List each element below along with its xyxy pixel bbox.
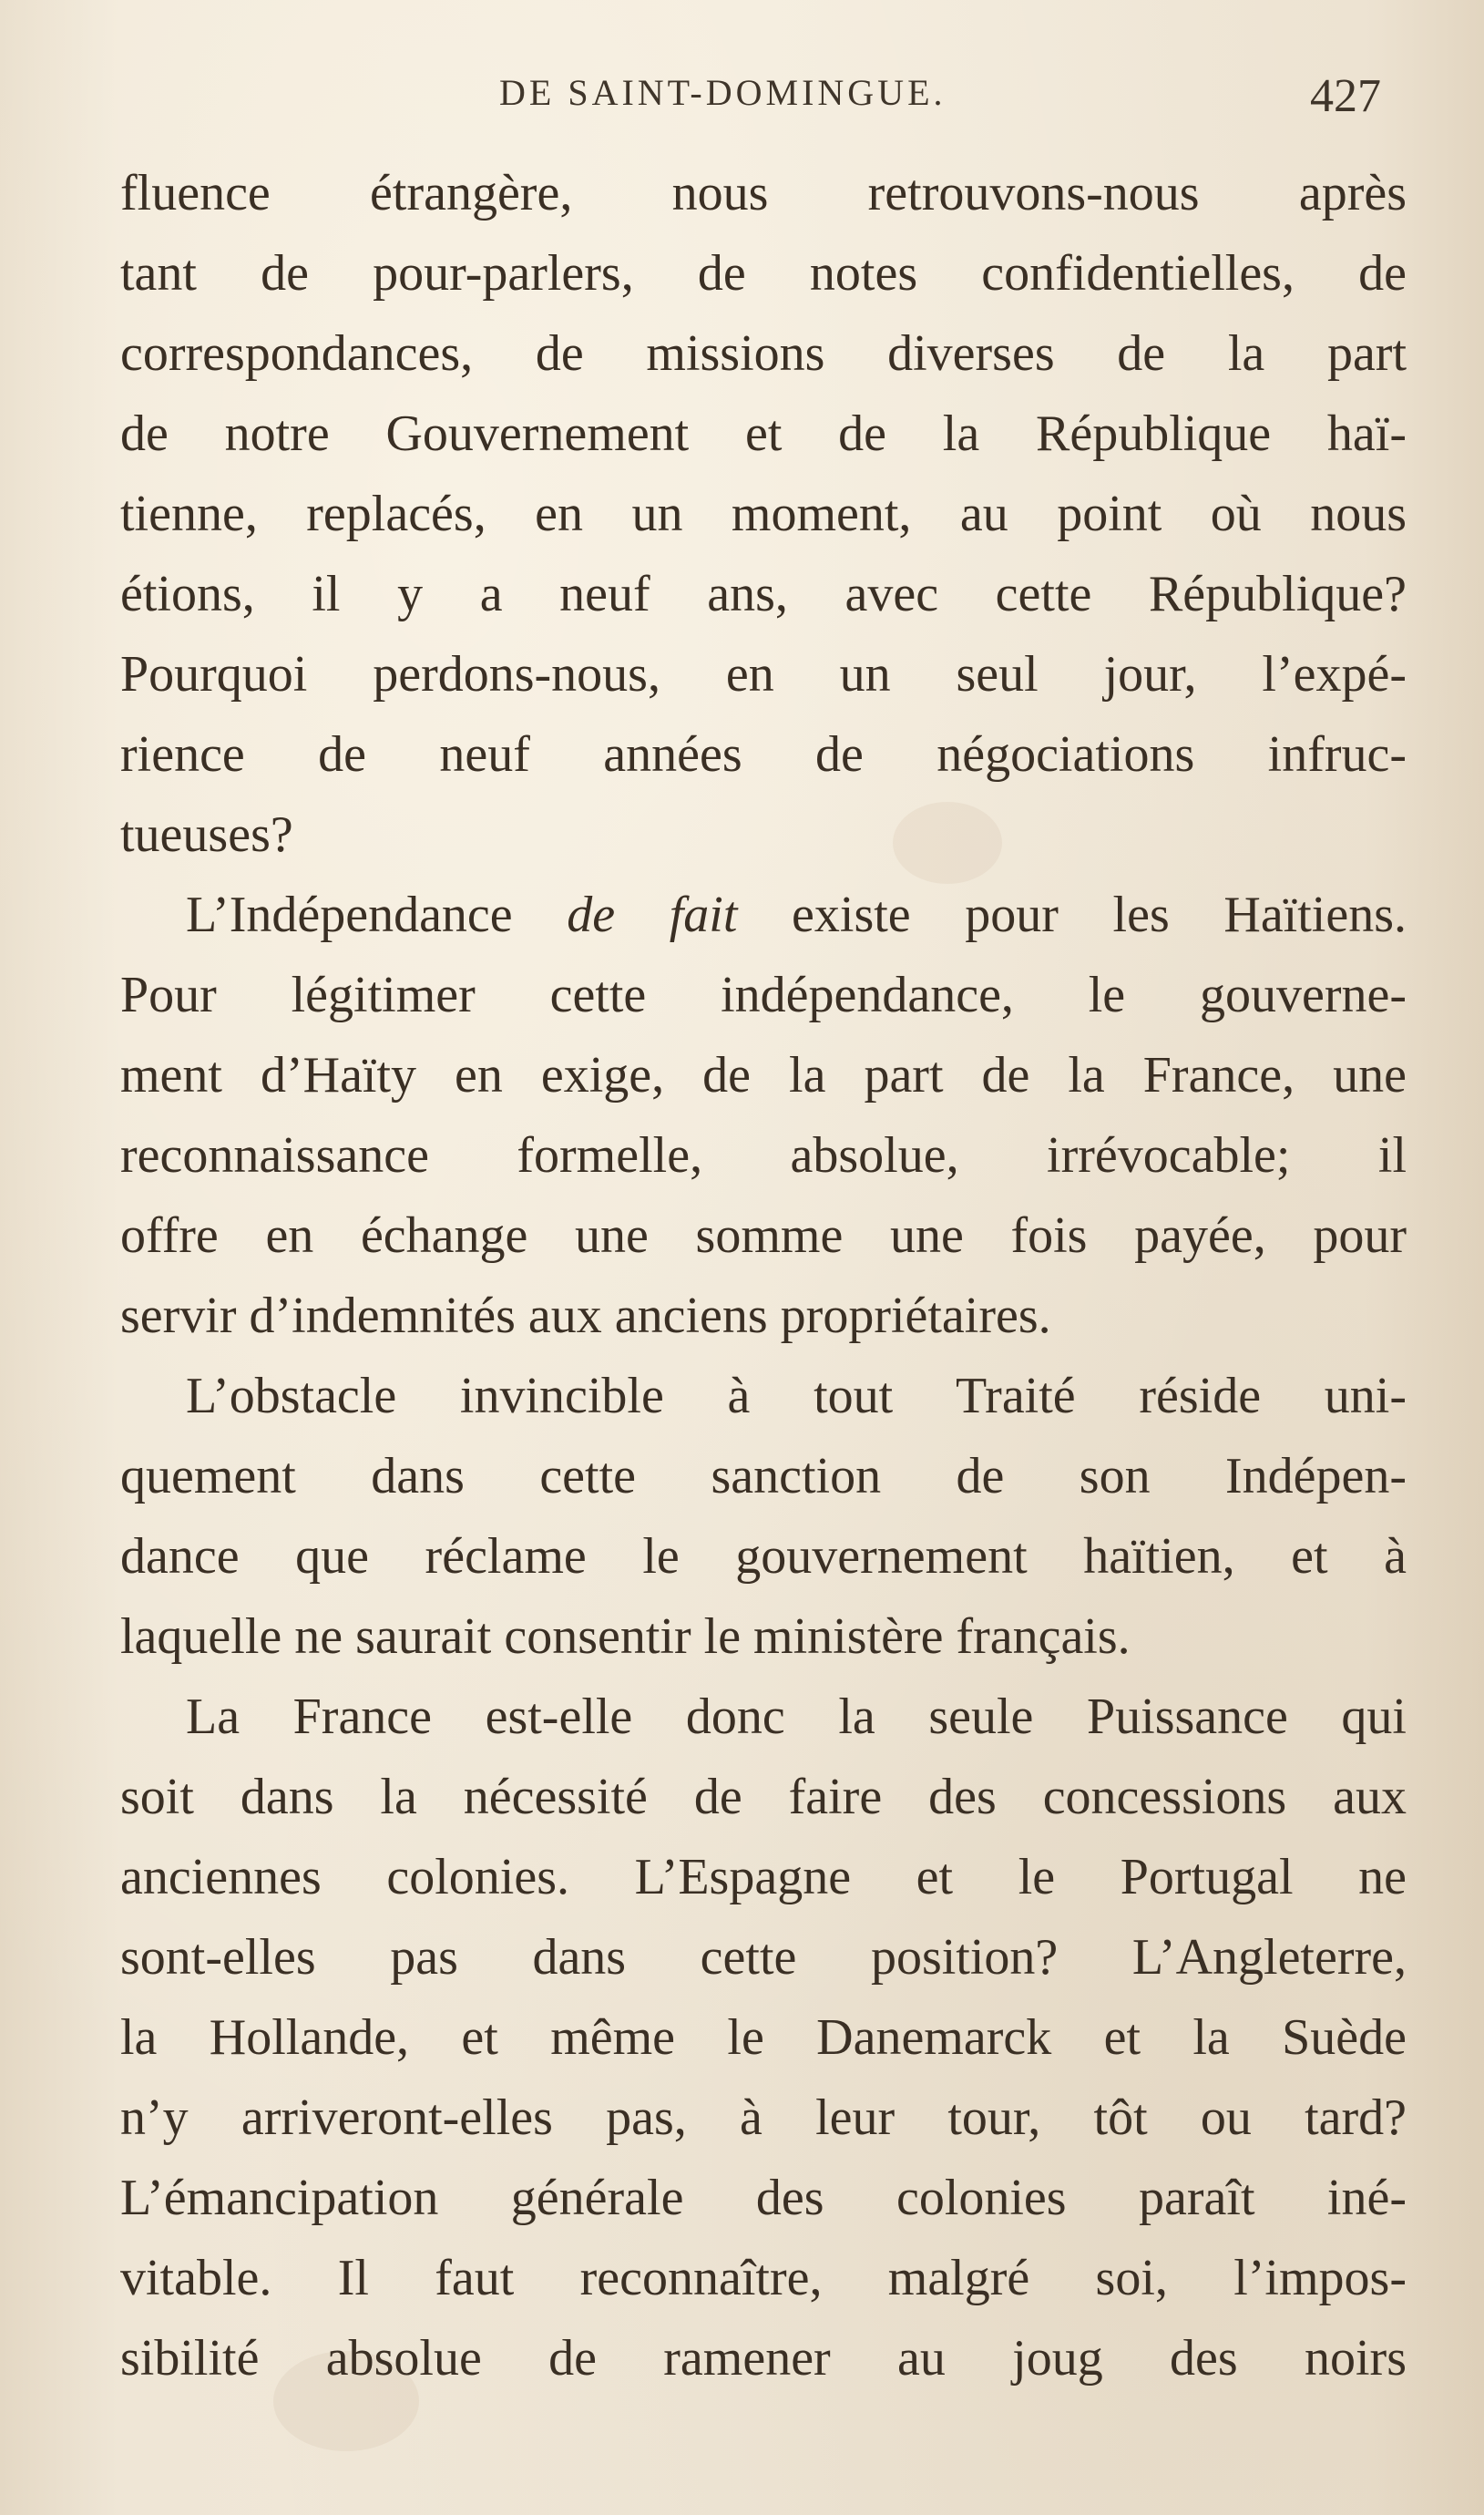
text-line: rience de neuf années de négociations infruc-: [120, 726, 1407, 783]
text-line: quement dans cette sanction de son Indépen-: [120, 1448, 1407, 1504]
text-line: fluence étrangère, nous retrouvons-nous après: [120, 165, 1407, 221]
text-line: la Hollande, et même le Danemarck et la Suède: [120, 2009, 1407, 2066]
text-line: laquelle ne saurait consentir le ministère français.: [120, 1608, 1131, 1665]
text-span: L’Indépendance: [186, 887, 568, 943]
text-line: dance que réclame le gouvernement haïtien, et à: [120, 1528, 1407, 1585]
text-line: Pourquoi perdons-nous, en un seul jour, l’expé-: [120, 646, 1407, 703]
text-line: anciennes colonies. L’Espagne et le Portugal ne: [120, 1849, 1407, 1905]
text-line: sibilité absolue de ramener au joug des noirs: [120, 2330, 1407, 2387]
text-line: servir d’indemnités aux anciens propriétaires.: [120, 1288, 1051, 1344]
text-line: vitable. Il faut reconnaître, malgré soi, l’impos-: [120, 2250, 1407, 2306]
page-number: 427: [1310, 70, 1381, 122]
body-text: [120, 153, 1407, 2398]
text-line: offre en échange une somme une fois payée, pour: [120, 1207, 1407, 1264]
text-line: tienne, replacés, en un moment, au point où nous: [120, 486, 1407, 542]
text-line: ment d’Haïty en exige, de la part de la France, une: [120, 1047, 1407, 1104]
page-header: [0, 71, 1484, 144]
text-line: L’émancipation générale des colonies paraît iné-: [120, 2170, 1407, 2226]
text-line: reconnaissance formelle, absolue, irrévocable; il: [120, 1127, 1407, 1184]
text-line-paragraph-start: L’obstacle invincible à tout Traité réside uni-: [186, 1368, 1407, 1424]
text-line: Pour légitimer cette indépendance, le gouverne-: [120, 967, 1407, 1023]
text-line: soit dans la nécessité de faire des concessions aux: [120, 1769, 1407, 1825]
text-line: sont-elles pas dans cette position? L’Angleterre,: [120, 1929, 1407, 1986]
text-line: étions, il y a neuf ans, avec cette République?: [120, 566, 1407, 622]
text-line-paragraph-start: La France est-elle donc la seule Puissance qui: [186, 1689, 1407, 1745]
text-line: correspondances, de missions diverses de la part: [120, 325, 1407, 382]
text-line: de notre Gouvernement et de la République haï-: [120, 405, 1407, 462]
italic-phrase: de fait: [567, 887, 738, 943]
text-line: n’y arriveront-elles pas, à leur tour, tôt ou tard?: [120, 2089, 1407, 2146]
text-line-paragraph-start: [120, 875, 1407, 955]
text-line: tant de pour-parlers, de notes confidentielles, de: [120, 245, 1407, 302]
text-span: existe pour les Haïtiens.: [737, 887, 1407, 943]
text-line: tueuses?: [120, 806, 293, 863]
running-head: DE SAINT-DOMINGUE.: [499, 72, 947, 113]
